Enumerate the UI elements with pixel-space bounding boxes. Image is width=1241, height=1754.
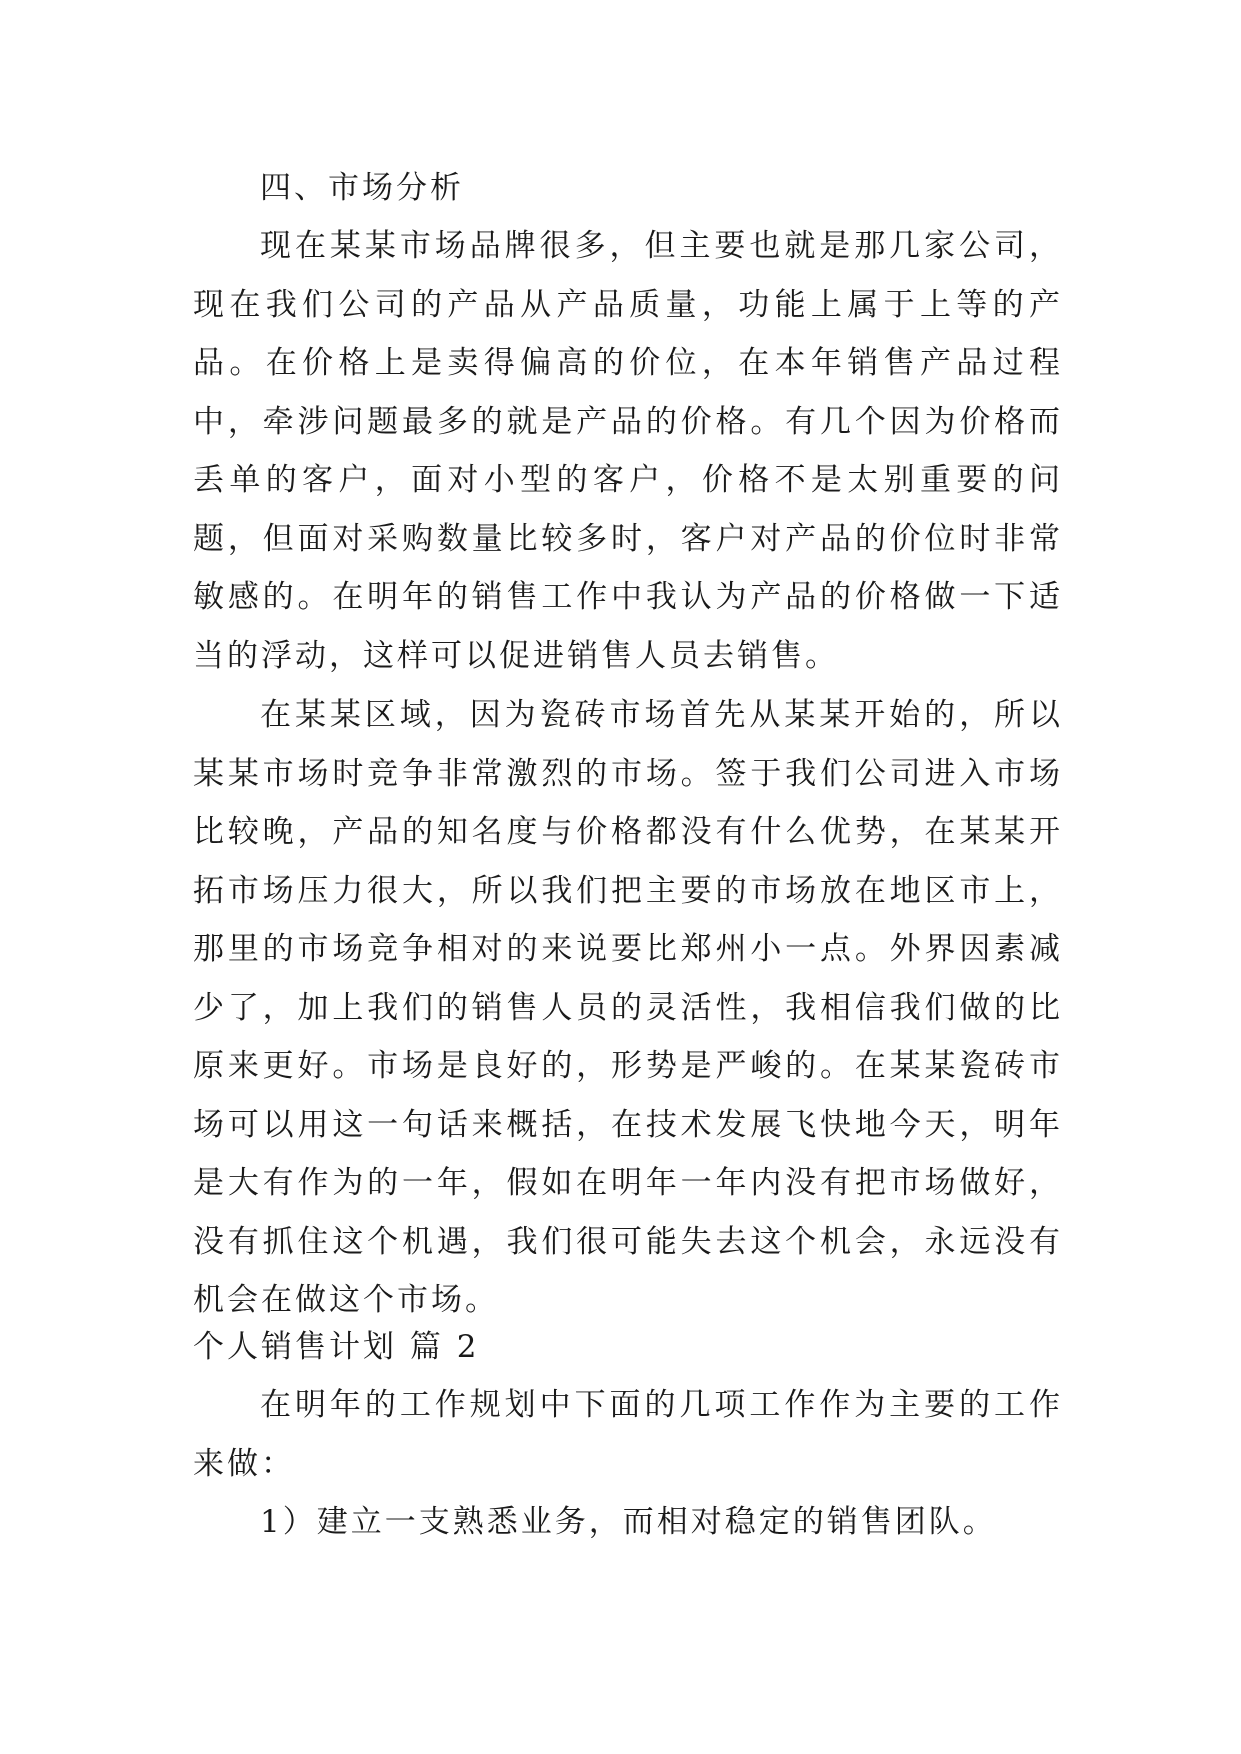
paragraph-market-brands: 现在某某市场品牌很多，但主要也就是那几家公司，现在我们公司的产品从产品质量，功能上属于上等的产品。在价格上是卖得偏高的价位，在本年销售产品过程中，牵涉问题最多的就是产品的价格。有几个因为价格而丢单的客户，面对小型的客户，价格不是太别重要的问题，但面对采购数量比较多时，客户对产品的价位时非常敏感的。在明年的销售工作中我认为产品的价格做一下适当的浮动，这样可以促进销售人员去销售。	[193, 228, 1063, 674]
paragraph-work-plan: 在明年的工作规划中下面的几项工作作为主要的工作来做：	[193, 1387, 1063, 1482]
paragraph-regional-market: 在某某区域，因为瓷砖市场首先从某某开始的，所以某某市场时竞争非常激烈的市场。签于我们公司进入市场比较晚，产品的知名度与价格都没有什么优势，在某某开拓市场压力很大，所以我们把主要的市场放在地区市上，那里的市场竞争相对的来说要比郑州小一点。外界因素减少了，加上我们的销售人员的灵活性，我相信我们做的比原来更好。市场是良好的，形势是严峻的。在某某瓷砖市场可以用这一句话来概括，在技术发展飞快地今天，明年是大有作为的一年，假如在明年一年内没有把市场做好，没有抓住这个机遇，我们很可能失去这个机会，永远没有机会在做这个市场。	[193, 697, 1063, 1318]
list-item: 1）建立一支熟悉业务，而相对稳定的销售团队。	[260, 1504, 997, 1540]
sub-title: 个人销售计划 篇 2	[193, 1329, 480, 1365]
section-heading: 四、市场分析	[260, 170, 464, 206]
